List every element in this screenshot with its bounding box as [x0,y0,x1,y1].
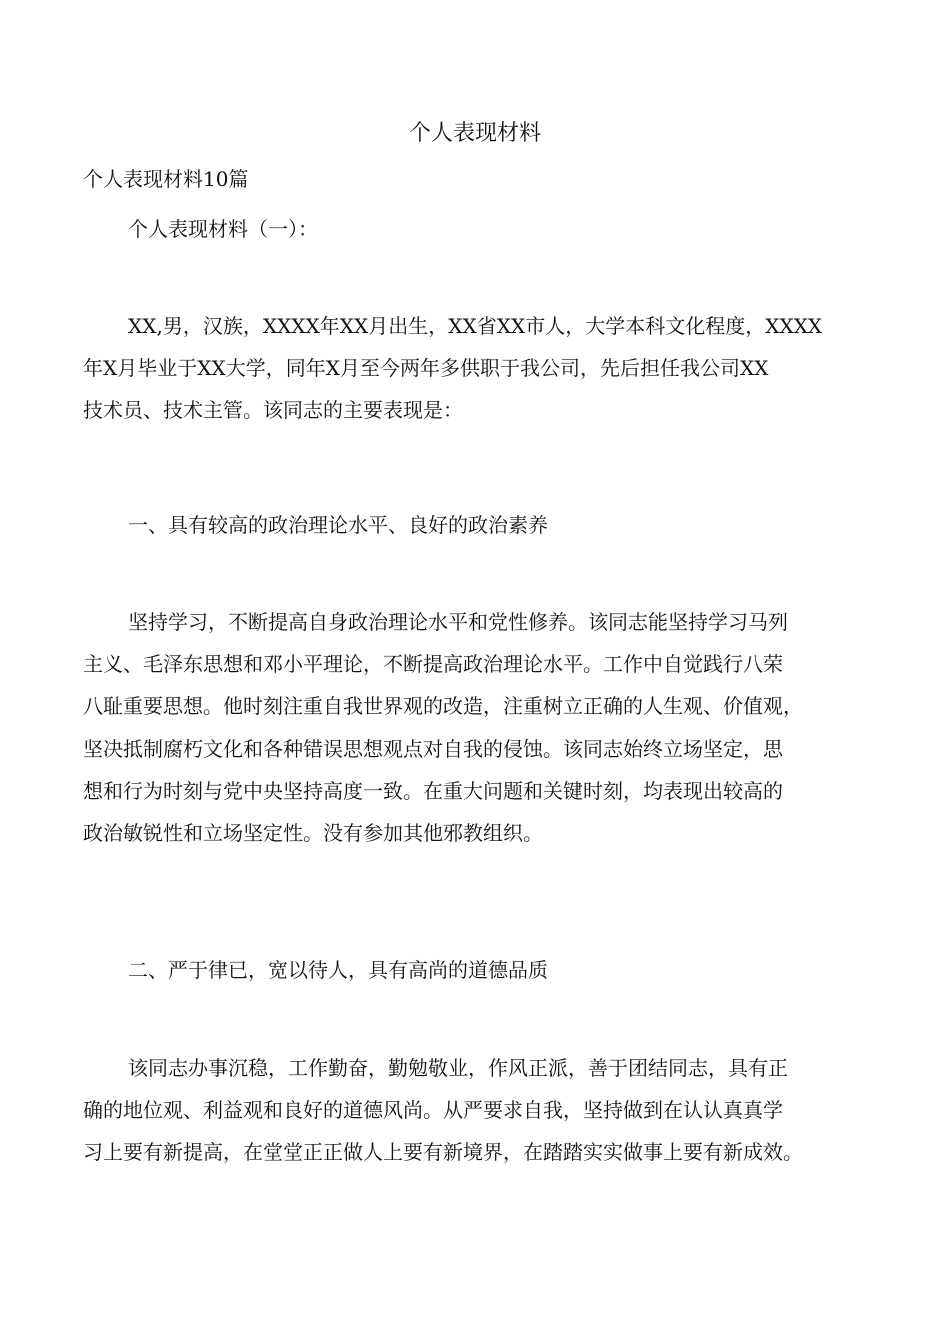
paragraph-line: 主义、毛泽东思想和邓小平理论，不断提高政治理论水平。工作中自觉践行八荣 [83,652,783,677]
paragraph-line: 八耻重要思想。他时刻注重自我世界观的改造，注重树立正确的人生观、价值观， [83,694,803,719]
paragraph-line: 习上要有新提高，在堂堂正正做人上要有新境界，在踏踏实实做事上要有新成效。 [83,1140,803,1165]
paragraph-political [83,601,875,854]
document-title: 个人表现材料 [408,121,541,146]
paragraph-line: 技术员、技术主管。该同志的主要表现是： [83,398,463,423]
section-heading-moral: 二、严于律已，宽以待人，具有高尚的道德品质 [128,958,548,982]
paragraph-moral [83,1047,875,1174]
paragraph-line: 政治敏锐性和立场坚定性。没有参加其他邪教组织。 [83,821,543,846]
paragraph-line: 坚决抵制腐朽文化和各种错误思想观点对自我的侵蚀。该同志始终立场坚定，思 [83,736,783,761]
paragraph-line: 年X月毕业于XX大学，同年X月至今两年多供职于我公司，先后担任我公司XX [83,356,769,381]
document-subtitle: 个人表现材料10篇 [83,167,249,191]
paragraph-personal-info [83,305,875,432]
paragraph-line: 想和行为时刻与党中央坚持高度一致。在重大问题和关键时刻，均表现出较高的 [83,778,783,803]
section-heading-part-one: 个人表现材料（一）： [128,217,318,241]
paragraph-line: 确的地位观、利益观和良好的道德风尚。从严要求自我，坚持做到在认认真真学 [83,1098,783,1123]
section-heading-political: 一、具有较高的政治理论水平、良好的政治素养 [128,513,548,537]
paragraph-line: XX,男，汉族，XXXX年XX月出生，XX省XX市人，大学本科文化程度，XXXX [128,314,823,338]
paragraph-line: 该同志办事沉稳，工作勤奋，勤勉敬业，作风正派，善于团结同志，具有正 [128,1056,788,1080]
paragraph-line: 坚持学习，不断提高自身政治理论水平和党性修养。该同志能坚持学习马列 [128,610,788,634]
